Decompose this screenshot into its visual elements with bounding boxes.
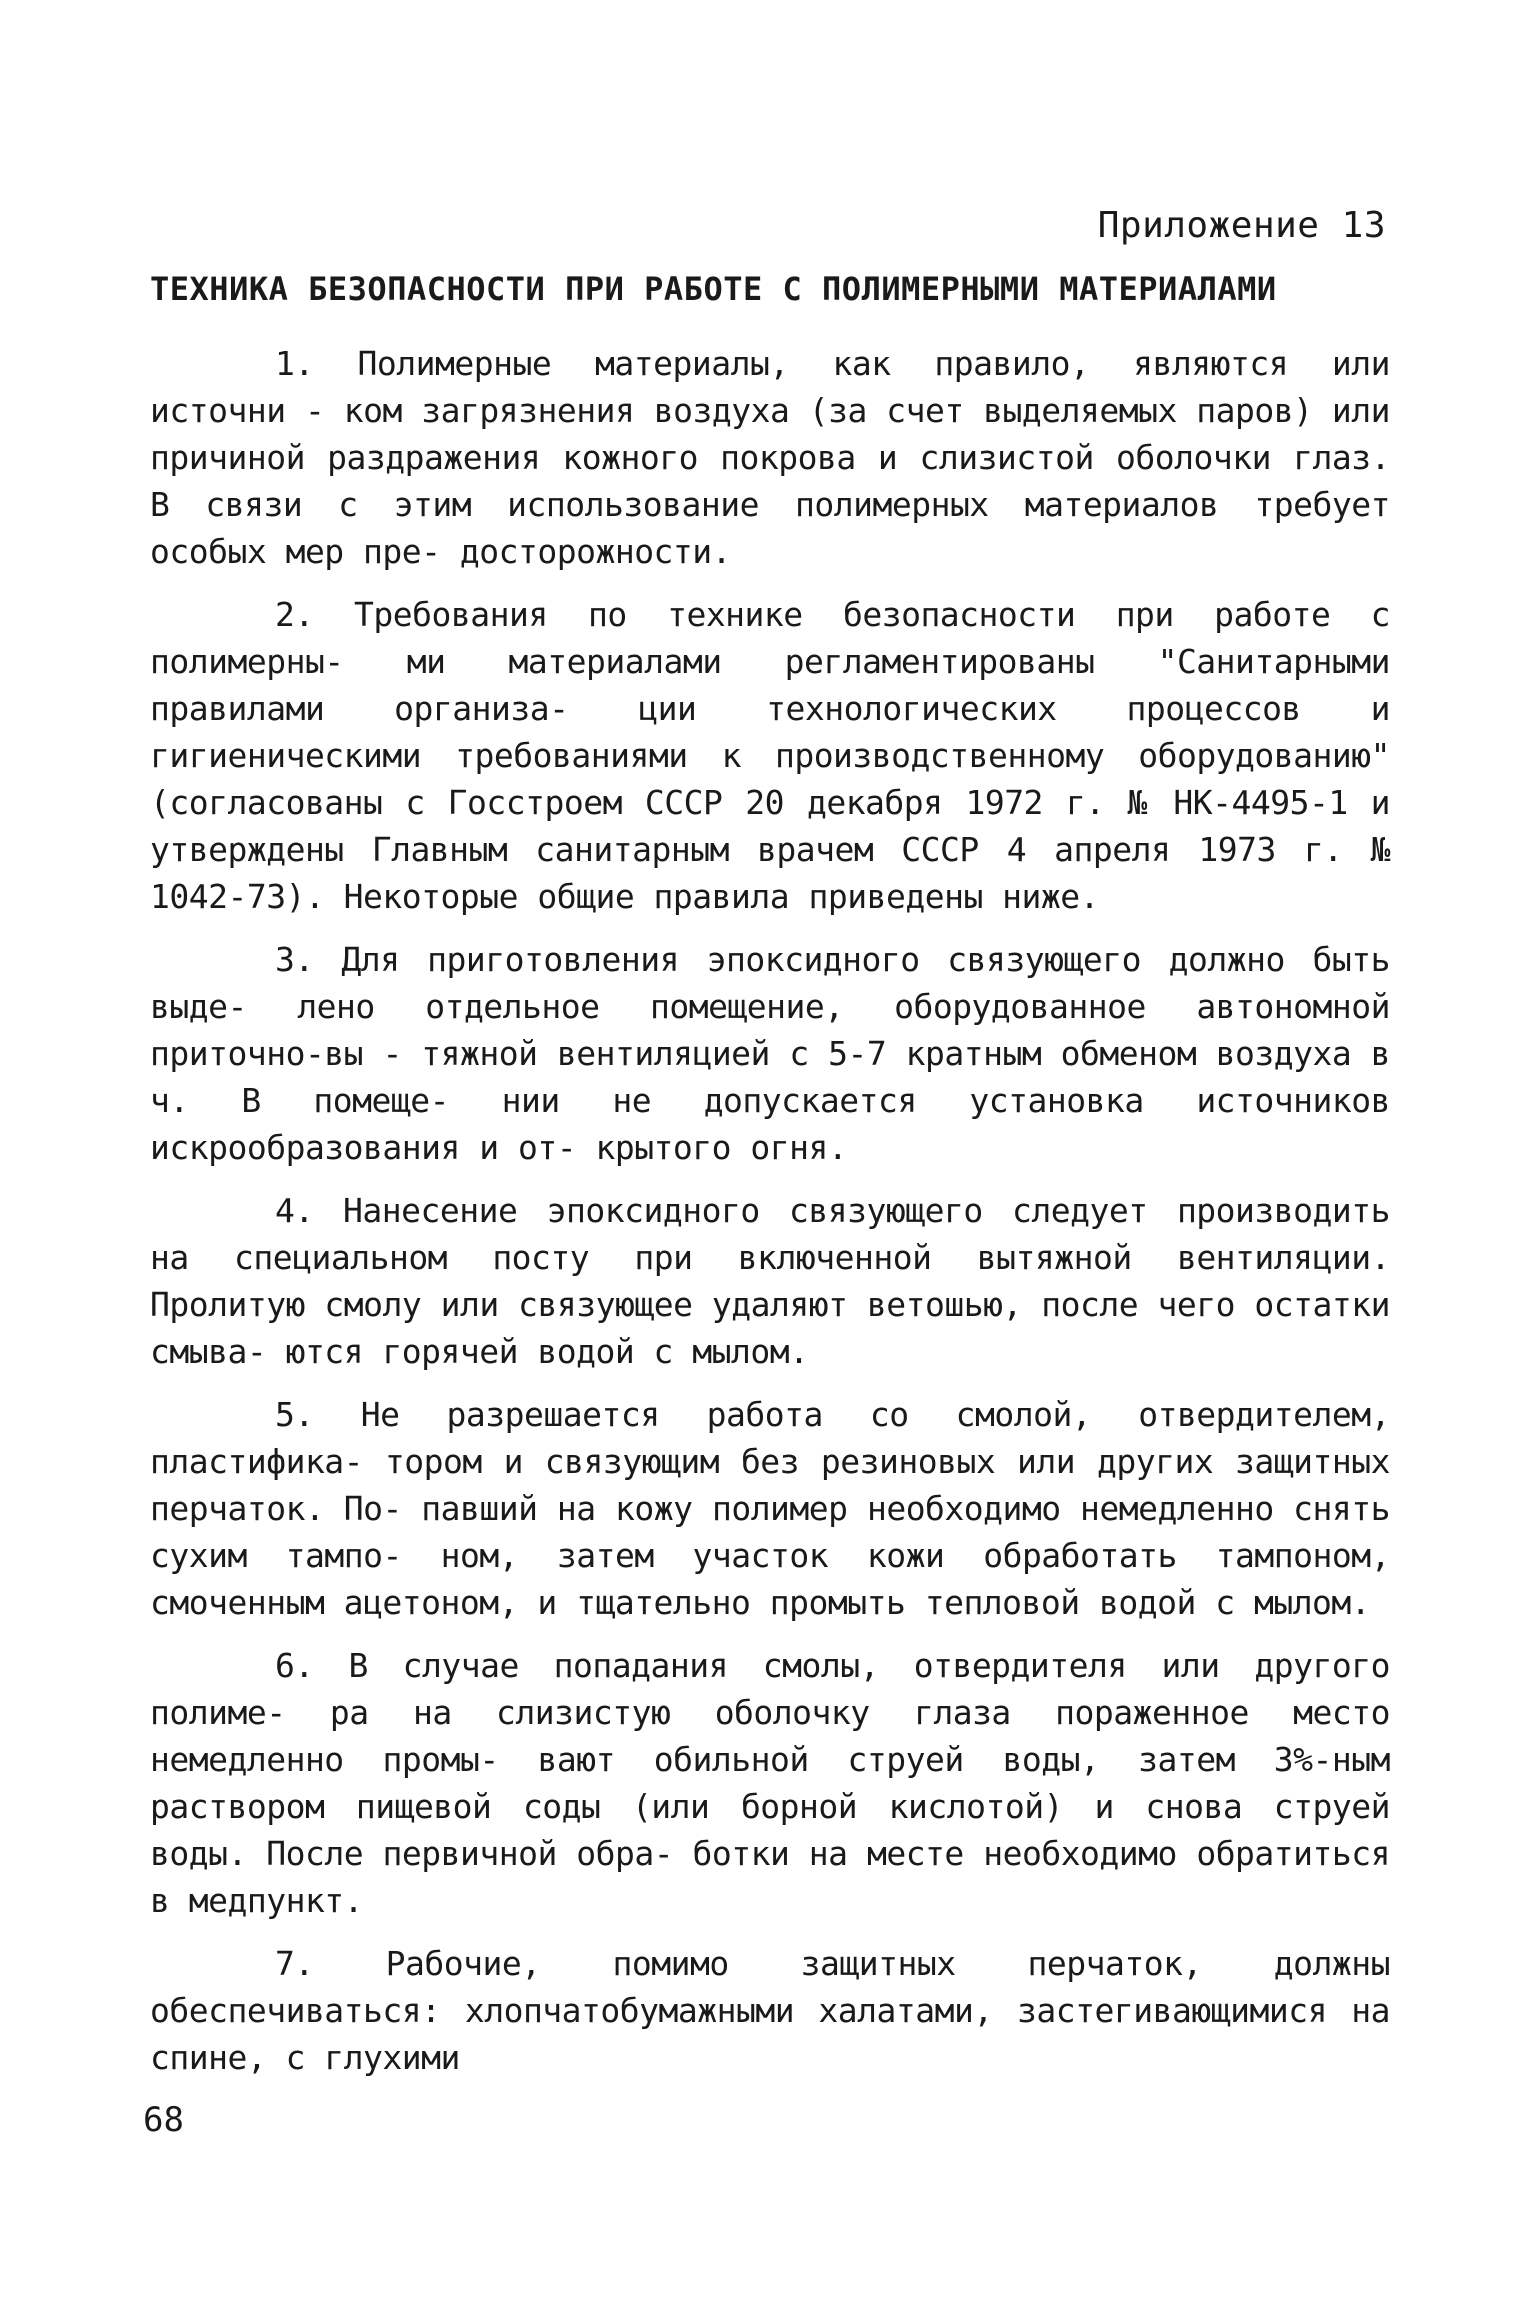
appendix-label: Приложение 13 — [1097, 205, 1386, 246]
paragraph-6: 6. В случае попадания смолы, отвердителя или другого полиме- ра на слизистую оболочку глаза пораженное место немедленно промы- вают обильной струей воды, затем 3%-ным раствором пищевой соды (или борной кислотой) и снова струей воды. После первичной обра- ботки на месте необходимо обратиться в медпункт. — [150, 1646, 1390, 1920]
paragraph-7: 7. Рабочие, помимо защитных перчаток, должны обеспечиваться: хлопчатобумажными халатами, застегивающимися на спине, с глухими — [150, 1944, 1390, 2077]
paragraph-2: 2. Требования по технике безопасности при работе с полимерны- ми материалами регламентированы "Санитарными правилами организа- ции технологических процессов и гигиеническими требованиями к производственному оборудованию" (согласованы с Госстроем СССР 20 декабря 1972 г. № НК-4495-1 и утверждены Главным санитарным врачем СССР 4 апреля 1973 г. № 1042-73). Некоторые общие правила приведены ниже. — [150, 595, 1390, 916]
document-body — [150, 340, 1390, 2097]
document-title: ТЕХНИКА БЕЗОПАСНОСТИ ПРИ РАБОТЕ С ПОЛИМЕРНЫМИ МАТЕРИАЛАМИ — [150, 270, 1277, 308]
page-number: 68 — [143, 2100, 184, 2140]
paragraph-1: 1. Полимерные материалы, как правило, являются или источни - ком загрязнения воздуха (за счет выделяемых паров) или причиной раздражения кожного покрова и слизистой оболочки глаз. В связи с этим использование полимерных материалов требует особых мер пре- досторожности. — [150, 344, 1390, 571]
paragraph-4: 4. Нанесение эпоксидного связующего следует производить на специальном посту при включенной вытяжной вентиляции. Пролитую смолу или связующее удаляют ветошью, после чего остатки смыва- ются горячей водой с мылом. — [150, 1191, 1390, 1371]
paragraph-5: 5. Не разрешается работа со смолой, отвердителем, пластифика- тором и связующим без резиновых или других защитных перчаток. По- павший на кожу полимер необходимо немедленно снять сухим тампо- ном, затем участок кожи обработать тампоном, смоченным ацетоном, и тщательно промыть тепловой водой с мылом. — [150, 1395, 1390, 1622]
paragraph-3: 3. Для приготовления эпоксидного связующего должно быть выде- лено отдельное помещение, оборудованное автономной приточно-вы - тяжной вентиляцией с 5-7 кратным обменом воздуха в ч. В помеще- нии не допускается установка источников искрообразования и от- крытого огня. — [150, 940, 1390, 1167]
